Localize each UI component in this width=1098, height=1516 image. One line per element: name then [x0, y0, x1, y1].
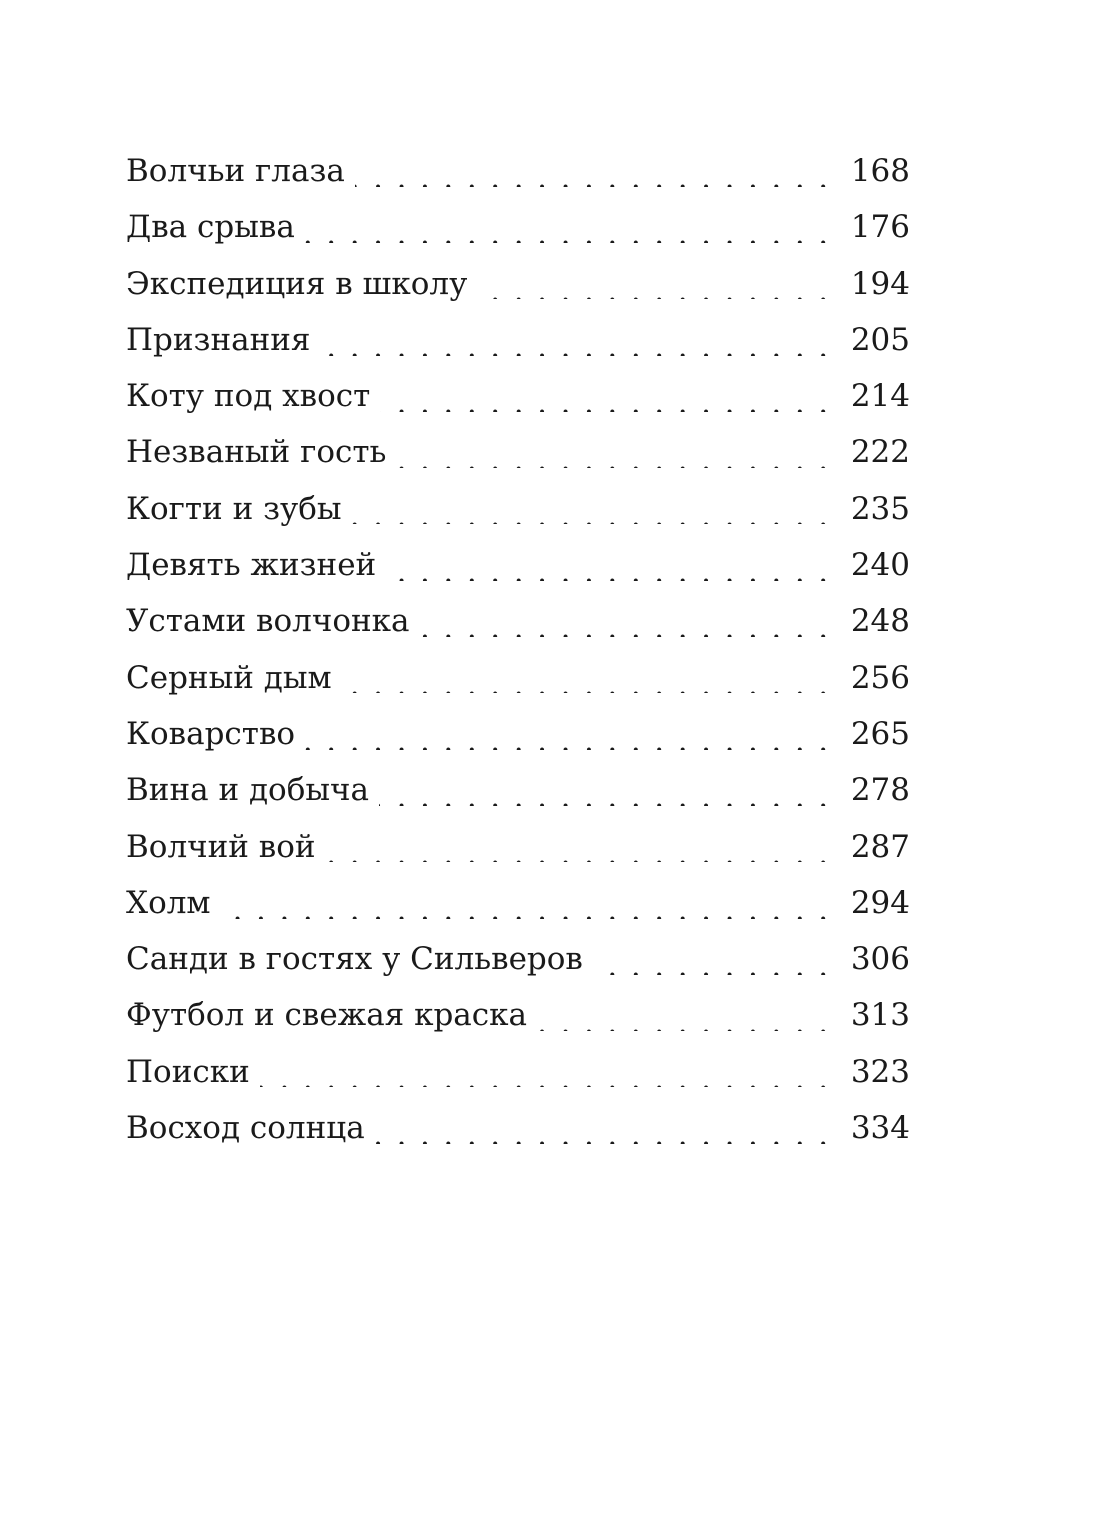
- toc-entry-title: Девять жизней: [126, 547, 377, 584]
- toc-entry: [126, 312, 910, 368]
- toc-dot-leader: [260, 1056, 830, 1087]
- toc-entry: [126, 875, 910, 931]
- toc-entry: [126, 931, 910, 987]
- toc-dot-leader: [386, 550, 830, 581]
- toc-entry-title: Коту под хвост: [126, 378, 371, 415]
- toc-entry-page: 256: [850, 659, 910, 696]
- toc-entry: [126, 199, 910, 255]
- toc-entry-page: 278: [850, 772, 910, 809]
- toc-entry: [126, 762, 910, 818]
- toc-dot-leader: [342, 662, 830, 693]
- toc-entry-page: 306: [850, 941, 910, 978]
- toc-entry-page: 313: [850, 997, 910, 1034]
- toc-entry-page: 287: [850, 828, 910, 865]
- toc-entry-page: 323: [850, 1053, 910, 1090]
- toc-entry-title: Признания: [126, 321, 311, 358]
- toc-entry: [126, 368, 910, 424]
- toc-entry-title: Экспедиция в школу: [126, 265, 468, 302]
- toc-dot-leader: [379, 775, 830, 806]
- toc-dot-leader: [326, 831, 830, 862]
- toc-entry-title: Холм: [126, 884, 211, 921]
- toc-entry-title: Вина и добыча: [126, 772, 370, 809]
- toc-dot-leader: [593, 944, 830, 975]
- toc-dot-leader: [221, 888, 830, 919]
- toc-entry: [126, 987, 910, 1043]
- toc-entry: [126, 819, 910, 875]
- toc-entry-page: 294: [850, 884, 910, 921]
- toc-dot-leader: [477, 268, 830, 299]
- toc-entry-page: 205: [850, 321, 910, 358]
- toc-dot-leader: [420, 606, 830, 637]
- toc-dot-leader: [352, 493, 830, 524]
- toc-entry: [126, 706, 910, 762]
- toc-entry: [126, 424, 910, 480]
- toc-entry: [126, 143, 910, 199]
- toc-entry-title: Восход солнца: [126, 1110, 365, 1147]
- toc-entry-title: Два срыва: [126, 209, 295, 246]
- toc-entry-title: Волчий вой: [126, 828, 316, 865]
- toc-entry-page: 248: [850, 603, 910, 640]
- toc-entry: [126, 256, 910, 312]
- toc-dot-leader: [320, 325, 830, 356]
- toc-entry-title: Волчьи глаза: [126, 153, 345, 189]
- toc-dot-leader: [355, 156, 830, 187]
- toc-entry-page: 214: [850, 378, 910, 415]
- toc-dot-leader: [380, 381, 830, 412]
- toc-entry-page: 194: [850, 265, 910, 302]
- toc-entry-title: Коварство: [126, 715, 296, 752]
- toc-entry-title: Поиски: [126, 1053, 250, 1090]
- toc-entry: [126, 650, 910, 706]
- toc-entry-page: 265: [850, 715, 910, 752]
- table-of-contents: [126, 143, 910, 1156]
- toc-entry-page: 176: [850, 209, 910, 246]
- toc-entry: [126, 1044, 910, 1100]
- toc-entry-title: Санди в гостях у Сильверов: [126, 941, 583, 978]
- toc-entry-page: 168: [850, 153, 910, 189]
- toc-entry: [126, 537, 910, 593]
- toc-entry-title: Незваный гость: [126, 434, 387, 471]
- toc-entry-title: Футбол и свежая краска: [126, 997, 528, 1034]
- toc-entry-page: 240: [850, 547, 910, 584]
- toc-dot-leader: [396, 437, 830, 468]
- toc-entry-page: 222: [850, 434, 910, 471]
- toc-dot-leader: [305, 719, 830, 750]
- toc-dot-leader: [537, 1000, 830, 1031]
- toc-entry-page: 235: [850, 490, 910, 527]
- toc-dot-leader: [375, 1113, 830, 1144]
- toc-entry: [126, 1100, 910, 1156]
- toc-entry: [126, 593, 910, 649]
- toc-entry-page: 334: [850, 1110, 910, 1147]
- toc-dot-leader: [305, 212, 830, 243]
- toc-entry-title: Устами волчонка: [126, 603, 410, 640]
- toc-entry: [126, 481, 910, 537]
- toc-entry-title: Серный дым: [126, 659, 332, 696]
- toc-entry-title: Когти и зубы: [126, 490, 342, 527]
